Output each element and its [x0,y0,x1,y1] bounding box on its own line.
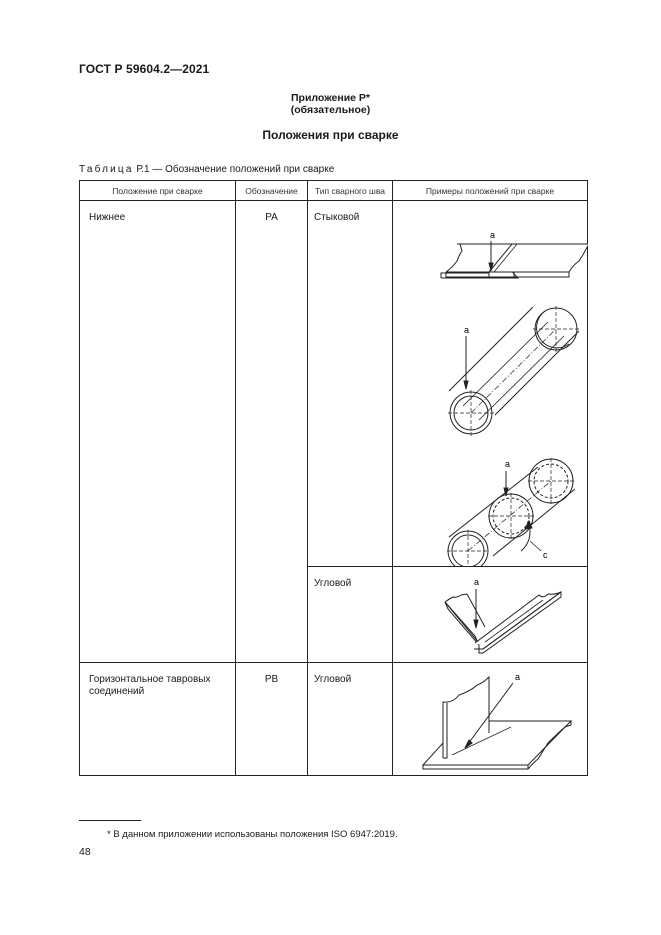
table-caption [79,164,334,175]
annex-status: (обязательное) [290,104,371,116]
weld-type-cell [308,567,393,663]
position-cell [80,201,236,663]
designation-cell [236,663,308,776]
header-designation: Обозначение [236,181,308,201]
fillet-weld-horizontal-illustration [393,663,588,775]
weld-type-cell [308,201,393,567]
butt-weld-illustrations [393,201,588,566]
welding-positions-table [79,180,588,776]
document-header: ГОСТ Р 59604.2—2021 [79,62,210,76]
example-cell [393,201,588,567]
label-a: a [474,577,480,587]
label-a: a [515,672,521,682]
footnote: * В данном приложении использованы положения ISO 6947:2019. [107,829,398,840]
example-cell [393,663,588,776]
position-text: Горизонтальное тавровых соединений [89,674,211,697]
label-a: a [490,230,496,240]
weld-type-text: Стыковой [314,212,360,223]
weld-type-text: Угловой [314,578,352,589]
section-title: Положения при сварке [262,128,399,142]
table-caption-prefix: Таблица [79,164,134,175]
annex-title: Приложение Р* [290,92,370,104]
designation-text: PA [265,212,278,223]
table-row [80,663,588,776]
table-caption-text: Р.1 — Обозначение положений при сварке [133,164,335,175]
designation-cell [236,201,308,663]
weld-type-text: Угловой [314,674,352,685]
page-number: 48 [79,846,91,858]
label-a: a [505,459,511,469]
position-text: Нижнее [89,212,126,223]
label-c: c [543,550,548,560]
header-position: Положение при сварке [80,181,236,201]
label-a: a [464,325,470,335]
designation-text: PB [264,674,279,685]
header-weld-type: Тип сварного шва [308,181,393,201]
table-header-row [80,181,588,201]
table-row [80,201,588,567]
footnote-separator [79,820,141,821]
weld-type-cell [308,663,393,776]
fillet-weld-flat-illustration [393,567,588,662]
example-cell [393,567,588,663]
annex-heading [0,92,661,116]
header-examples: Примеры положений при сварке [393,181,588,201]
position-cell [80,663,236,776]
